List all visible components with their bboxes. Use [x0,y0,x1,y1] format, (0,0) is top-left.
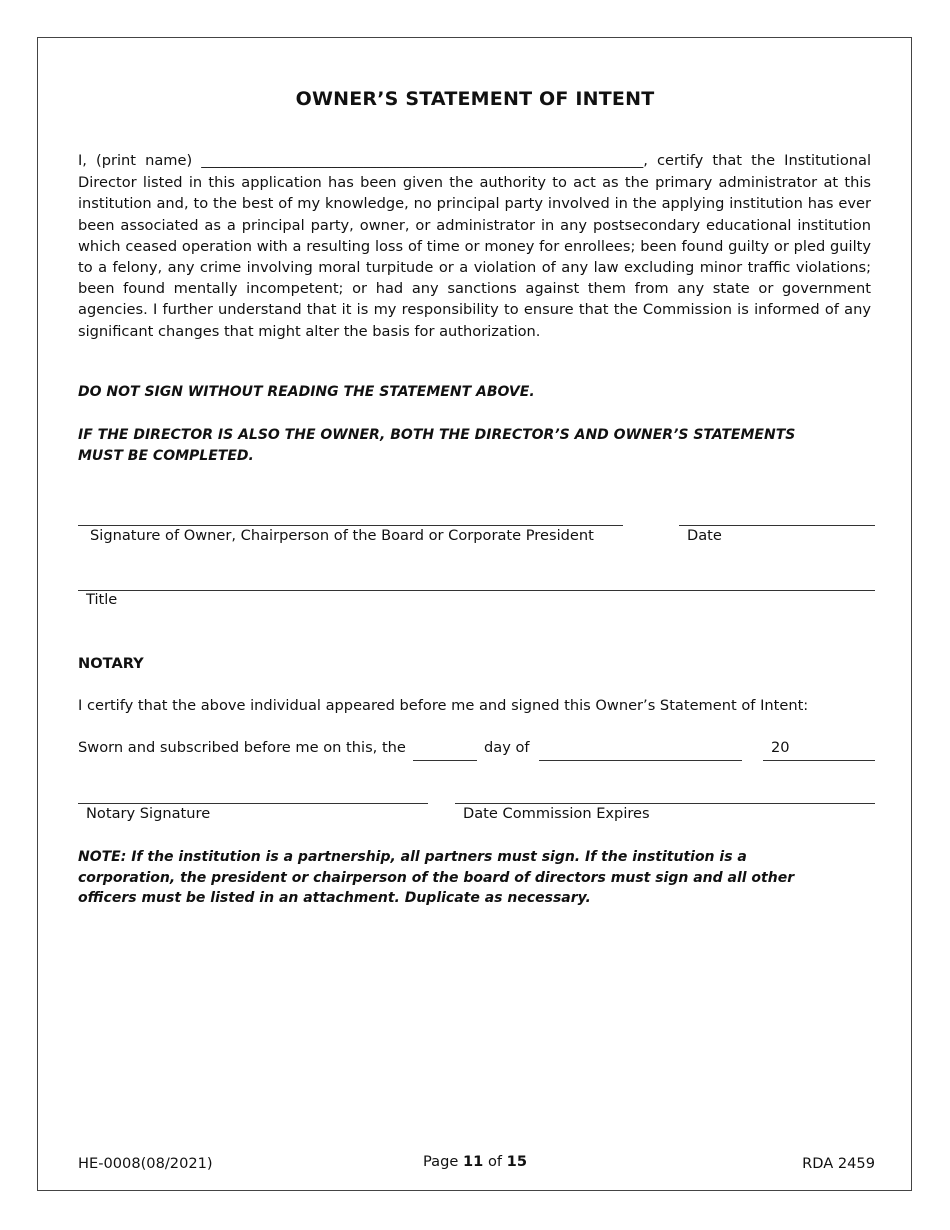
notary-certify-text: I certify that the above individual appeared before me and signed this Owner’s Statement of Intent: [78,697,809,714]
statement-intro: I, (print name) [78,152,193,169]
year-prefix: 20 [771,739,790,756]
notary-heading: NOTARY [78,655,144,672]
page-of: of [487,1153,503,1170]
notary-signature-label: Notary Signature [86,805,211,822]
page-word: Page [423,1153,459,1170]
page-total: 15 [506,1153,527,1170]
title-label: Title [86,591,118,608]
warning-do-not-sign: DO NOT SIGN WITHOUT READING THE STATEMENT ABOVE. [78,384,535,400]
note-text: NOTE: If the institution is a partnership, all partners must sign. If the institution is a corporation, the president or chairperson of the board of directors must sign and all other officers must be listed in an attachment. Duplicate as necessary. [78,849,795,906]
statement-paragraph [78,150,871,342]
sworn-text: Sworn and subscribed before me on this, the [78,739,406,756]
day-number-line[interactable] [413,760,477,761]
page-current: 11 [463,1153,484,1170]
commission-expires-line[interactable] [455,803,875,804]
statement-body: , certify that the Institutional Director listed in this application has been given the authority to act as the primary administrator at this institution and, to the best of my knowledge, no principal party involved in the applying institution has ever been associated as a principal party, owner, or administrator in any postsecondary educational institution which ceased operation with a resulting loss of time or money for enrollees; been found guilty or pled guilty to a felony, any crime involving moral turpitude or a violation of any law excluding minor traffic violations; been found mentally incompetent; or had any sanctions against them from any state or government agencies. I further understand that it is my responsibility to ensure that the Commission is informed of any significant changes that might alter the basis for authorization. [78,152,872,340]
form-code: HE-0008(08/2021) [78,1155,213,1172]
rda-number: RDA 2459 [802,1155,875,1172]
warning-director-owner: IF THE DIRECTOR IS ALSO THE OWNER, BOTH THE DIRECTOR’S AND OWNER’S STATEMENTS MUST BE COMPLETED. [78,427,796,464]
page-title: OWNER’S STATEMENT OF INTENT [295,88,655,110]
month-line[interactable] [539,760,742,761]
commission-expires-label: Date Commission Expires [463,805,650,822]
date-line[interactable] [679,525,875,526]
day-of-label: day of [484,739,530,756]
date-label: Date [687,527,722,544]
year-line[interactable] [763,760,875,761]
print-name-blank[interactable]: ____________________________________________________________________ [201,154,644,169]
title-line[interactable] [78,590,875,591]
owner-signature-line[interactable] [78,525,623,526]
owner-signature-label: Signature of Owner, Chairperson of the Board or Corporate President [90,527,594,544]
notary-signature-line[interactable] [78,803,428,804]
